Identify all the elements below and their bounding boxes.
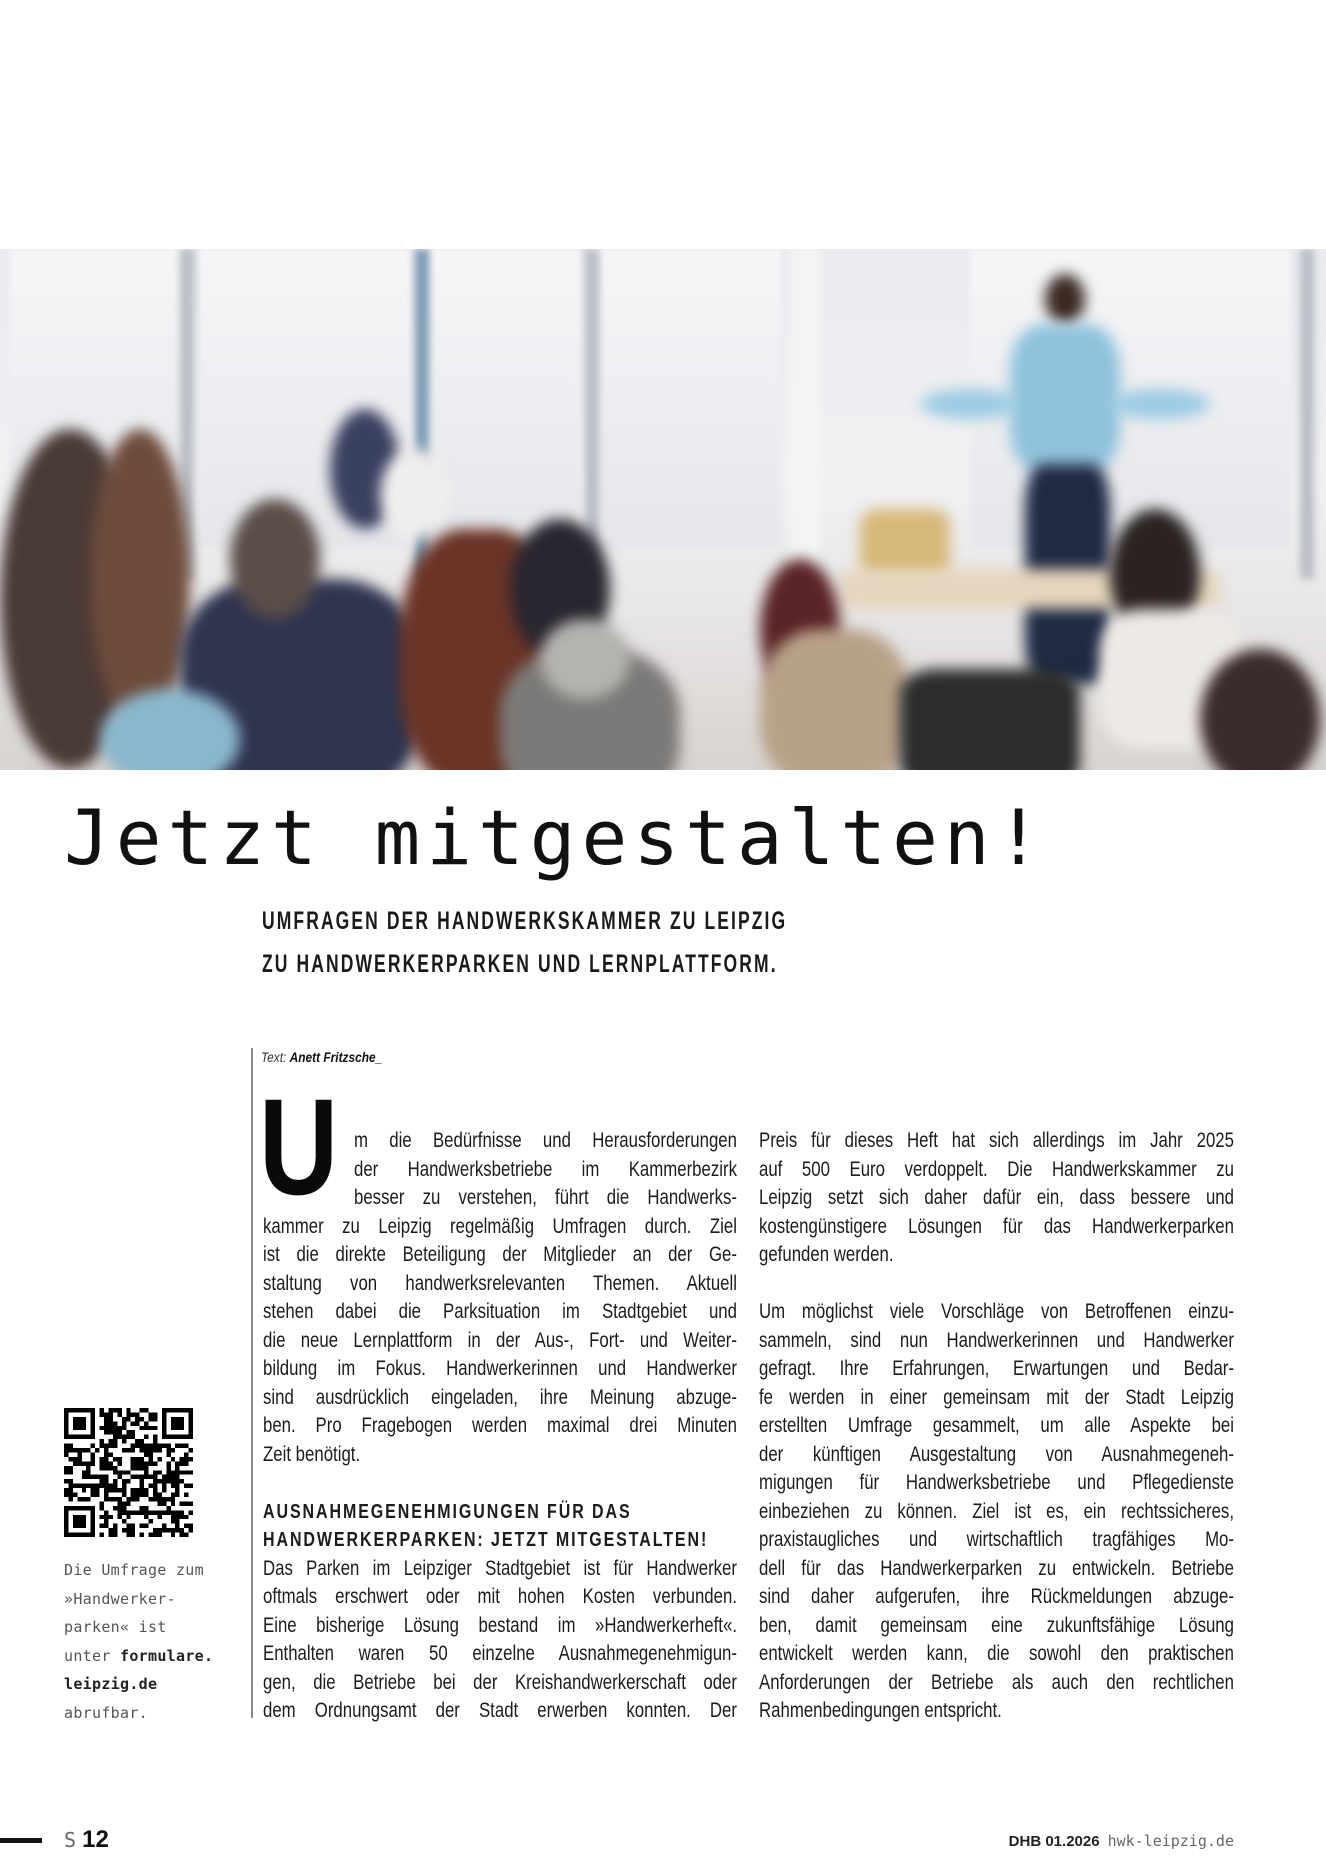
survey-link[interactable]: leipzig.de <box>64 1675 158 1693</box>
body-text-line: bildung im Fokus. Handwerkerinnen und Handwerker <box>263 1357 737 1380</box>
footer-url[interactable]: hwk-leipzig.de <box>1107 1832 1234 1850</box>
caption-line: parken« ist <box>64 1618 167 1636</box>
body-text-line: Rahmenbedingungen entspricht. <box>759 1699 1002 1722</box>
body-text-line: kostengünstigere Lösungen für das Handwerkerparken <box>759 1214 1234 1238</box>
body-text-line: Preis für dieses Heft hat sich allerdings im Jahr 2025 <box>759 1129 1234 1152</box>
hero-photo-seminar <box>0 249 1326 770</box>
section-heading-line: HANDWERKERPARKEN: JETZT MITGESTALTEN! <box>263 1529 709 1551</box>
body-text-line: der Handwerksbetriebe im Kammerbezirk <box>354 1157 737 1181</box>
body-text-line: migungen für Handwerksbetriebe und Pflegedienste <box>759 1471 1234 1494</box>
body-text-line: m die Bedürfnisse und Herausforderungen <box>354 1129 737 1152</box>
paragraph-gap <box>759 1270 1234 1299</box>
body-text-line: stehen dabei die Parksituation im Stadtgebiet und <box>263 1300 737 1323</box>
body-text-line: sammeln, sind nun Handwerkerinnen und Handwerker <box>759 1328 1234 1352</box>
body-text-line: staltung von handwerksrelevanten Themen. Aktuell <box>263 1271 737 1295</box>
body-text-line: Zeit benötigt. <box>263 1442 361 1466</box>
body-text-line: gefunden werden. <box>759 1243 894 1266</box>
body-text-line: ben. Pro Fragebogen werden maximal drei Minuten <box>263 1414 737 1437</box>
qr-code-icon[interactable] <box>64 1408 193 1537</box>
page-prefix: S <box>64 1828 77 1852</box>
body-text-line: dell für das Handwerkerparken zu entwickeln. Betriebe <box>759 1556 1234 1580</box>
credit-author: Anett Fritzsche_ <box>289 1049 383 1065</box>
column-divider <box>251 1048 253 1718</box>
body-text-line: erstellten Umfrage gesammelt, um alle Aspekte bei <box>759 1414 1234 1437</box>
qr-caption <box>64 1556 213 1727</box>
body-text-line: der künftigen Ausgestaltung von Ausnahmegeneh- <box>759 1442 1234 1466</box>
body-text-line: fe werden in einer gemeinsam mit der Stadt Leipzig <box>759 1385 1234 1409</box>
body-text-line: praxistaugliches und wirtschaftlich tragfähiges Mo- <box>759 1528 1234 1551</box>
body-text-line: ist die direkte Beteiligung der Mitglieder an der Ge- <box>263 1243 737 1266</box>
section-heading-line: AUSNAHMEGENEHMIGUNGEN FÜR DAS <box>263 1500 632 1523</box>
caption-line: abrufbar. <box>64 1703 148 1722</box>
body-text-line: Enthalten waren 50 einzelne Ausnahmegenehmigun- <box>263 1642 737 1665</box>
paragraph-gap <box>263 1469 737 1498</box>
body-text-line: Das Parken im Leipziger Stadtgebiet ist für Handwerker <box>263 1556 737 1580</box>
body-text-line: oftmals erschwert oder mit hohen Kosten verbunden. <box>263 1585 737 1608</box>
body-text-line: einbeziehen zu können. Ziel ist es, ein rechtssicheres, <box>759 1499 1234 1523</box>
page-number <box>64 1826 109 1854</box>
body-text-line: Eine bisherige Lösung bestand im »Handwerkerheft«. <box>263 1613 737 1637</box>
body-text-line: gefragt. Ihre Erfahrungen, Erwartungen und Bedar- <box>759 1357 1234 1380</box>
caption-line: Die Umfrage zum <box>64 1561 204 1579</box>
body-text-line: kammer zu Leipzig regelmäßig Umfragen durch. Ziel <box>263 1214 737 1238</box>
body-column-2 <box>759 1127 1234 1726</box>
body-text-line: ben, damit gemeinsam eine zukunftsfähige Lösung <box>759 1613 1234 1637</box>
credit-label: Text: <box>261 1049 287 1065</box>
body-column-1 <box>263 1127 737 1726</box>
drop-cap: U <box>259 1071 339 1224</box>
body-text-line: sind daher aufgerufen, ihre Rückmeldungen abzuge- <box>759 1585 1234 1608</box>
body-text-line: sind ausdrücklich eingeladen, ihre Meinung abzuge- <box>263 1385 737 1409</box>
magazine-issue: DHB 01.2026 <box>1008 1833 1100 1850</box>
body-text-line: Leipzig setzt sich daher dafür ein, dass bessere und <box>759 1186 1234 1209</box>
footer-bar <box>0 1838 42 1843</box>
body-text-line: die neue Lernplattform in der Aus-, Fort- und Weiter- <box>263 1328 737 1352</box>
body-text-line: entwickelt werden kann, die sowohl den praktischen <box>759 1642 1234 1665</box>
survey-link[interactable]: formulare. <box>120 1646 214 1665</box>
article-subtitle-line: ZU HANDWERKERPARKEN UND LERNPLATTFORM. <box>262 950 778 978</box>
article-subtitle-line: UMFRAGEN DER HANDWERKSKAMMER ZU LEIPZIG <box>262 907 788 935</box>
body-text-line: Um möglichst viele Vorschläge von Betroffenen einzu- <box>759 1300 1234 1323</box>
page-number-value: 12 <box>82 1826 109 1853</box>
caption-line: unter <box>64 1646 111 1665</box>
article-title: Jetzt mitgestalten! <box>64 793 1048 882</box>
body-text-line: auf 500 Euro verdoppelt. Die Handwerkskammer zu <box>759 1157 1234 1181</box>
body-text-line: Anforderungen der Betriebe als auch den rechtlichen <box>759 1670 1234 1694</box>
caption-line: »Handwerker- <box>64 1589 176 1608</box>
body-text-line: dem Ordnungsamt der Stadt erwerben konnten. Der <box>263 1699 737 1722</box>
author-credit <box>261 1049 382 1065</box>
body-text-line: gen, die Betriebe bei der Kreishandwerkerschaft oder <box>263 1670 737 1694</box>
body-text-line: besser zu verstehen, führt die Handwerks- <box>354 1186 737 1209</box>
footer-info <box>1009 1832 1234 1850</box>
